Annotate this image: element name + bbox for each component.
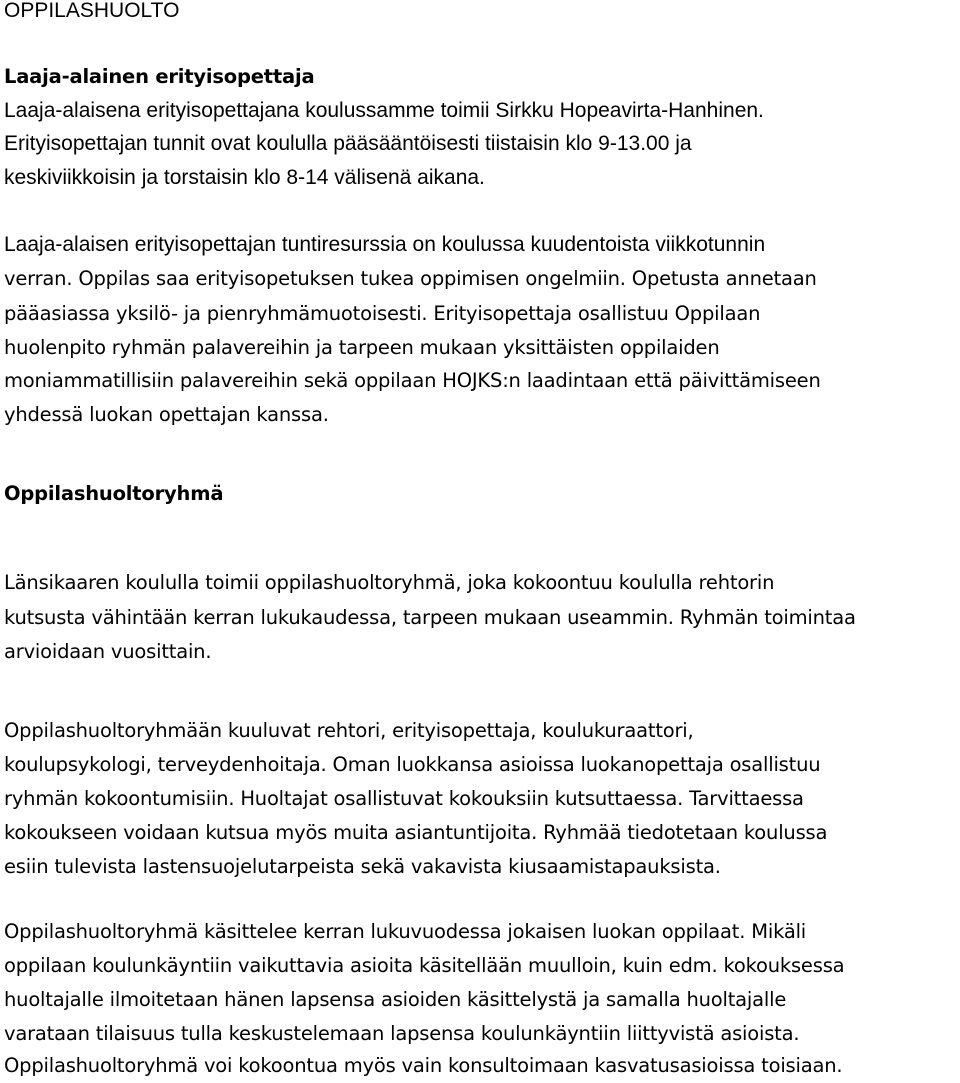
paragraph-line: verran. Oppilas saa erityisopetuksen tukea oppimisen ongelmiin. Opetusta annetaan xyxy=(4,267,817,290)
paragraph-line: moniammatillisiin palavereihin sekä oppilaan HOJKS:n laadintaan että päivittämiseen xyxy=(4,369,821,392)
paragraph-line: oppilaan koulunkäyntiin vaikuttavia asioita käsitellään muulloin, kuin edm. kokouksessa xyxy=(4,954,845,977)
paragraph-line: ryhmän kokoontumisiin. Huoltajat osallistuvat kokouksiin kutsuttaessa. Tarvittaessa xyxy=(4,787,804,810)
paragraph-line: varataan tilaisuus tulla keskustelemaan lapsensa koulunkäyntiin liittyvistä asioista. xyxy=(4,1022,800,1045)
paragraph-line: Länsikaaren koululla toimii oppilashuoltoryhmä, joka kokoontuu koululla rehtorin xyxy=(4,571,775,594)
paragraph-line: Laaja-alaisen erityisopettajan tuntiresurssia on koulussa kuudentoista viikkotunnin xyxy=(4,233,766,256)
paragraph-line: pääasiassa yksilö- ja pienryhmämuotoisesti. Erityisopettaja osallistuu Oppilaan xyxy=(4,302,761,325)
paragraph-line: koulupsykologi, terveydenhoitaja. Oman luokkansa asioissa luokanopettaja osallistuu xyxy=(4,753,821,776)
paragraph-line: esiin tulevista lastensuojelutarpeista sekä vakavista kiusaamistapauksista. xyxy=(4,855,721,878)
section-heading-special-teacher: Laaja-alainen erityisopettaja xyxy=(4,65,315,88)
paragraph-line: Oppilashuoltoryhmään kuuluvat rehtori, erityisopettaja, koulukuraattori, xyxy=(4,719,694,742)
paragraph-line: kokoukseen voidaan kutsua myös muita asiantuntijoita. Ryhmää tiedotetaan koulussa xyxy=(4,821,828,844)
paragraph-line: kutsusta vähintään kerran lukukaudessa, tarpeen mukaan useammin. Ryhmän toimintaa xyxy=(4,606,856,629)
paragraph-line: Oppilashuoltoryhmä voi kokoontua myös vain konsultoimaan kasvatusasioissa toisiaan. xyxy=(4,1054,843,1077)
section-heading-student-welfare-group: Oppilashuoltoryhmä xyxy=(4,482,224,505)
paragraph-line: yhdessä luokan opettajan kanssa. xyxy=(4,403,329,426)
paragraph-line: huoltajalle ilmoitetaan hänen lapsensa asioiden käsittelystä ja samalla huoltajalle xyxy=(4,988,787,1011)
paragraph-line: Oppilashuoltoryhmä käsittelee kerran lukuvuodessa jokaisen luokan oppilaat. Mikäli xyxy=(4,920,807,943)
paragraph-line: arvioidaan vuosittain. xyxy=(4,640,212,663)
paragraph-line: Erityisopettajan tunnit ovat koululla pääsääntöisesti tiistaisin klo 9-13.00 ja xyxy=(4,132,692,155)
paragraph-line: Laaja-alaisena erityisopettajana koulussamme toimii Sirkku Hopeavirta-Hanhinen. xyxy=(4,99,764,122)
paragraph-line: keskiviikkoisin ja torstaisin klo 8-14 välisenä aikana. xyxy=(4,166,485,189)
paragraph-line: huolenpito ryhmän palavereihin ja tarpeen mukaan yksittäisten oppilaiden xyxy=(4,336,720,359)
document-title: OPPILASHUOLTO xyxy=(4,0,180,22)
